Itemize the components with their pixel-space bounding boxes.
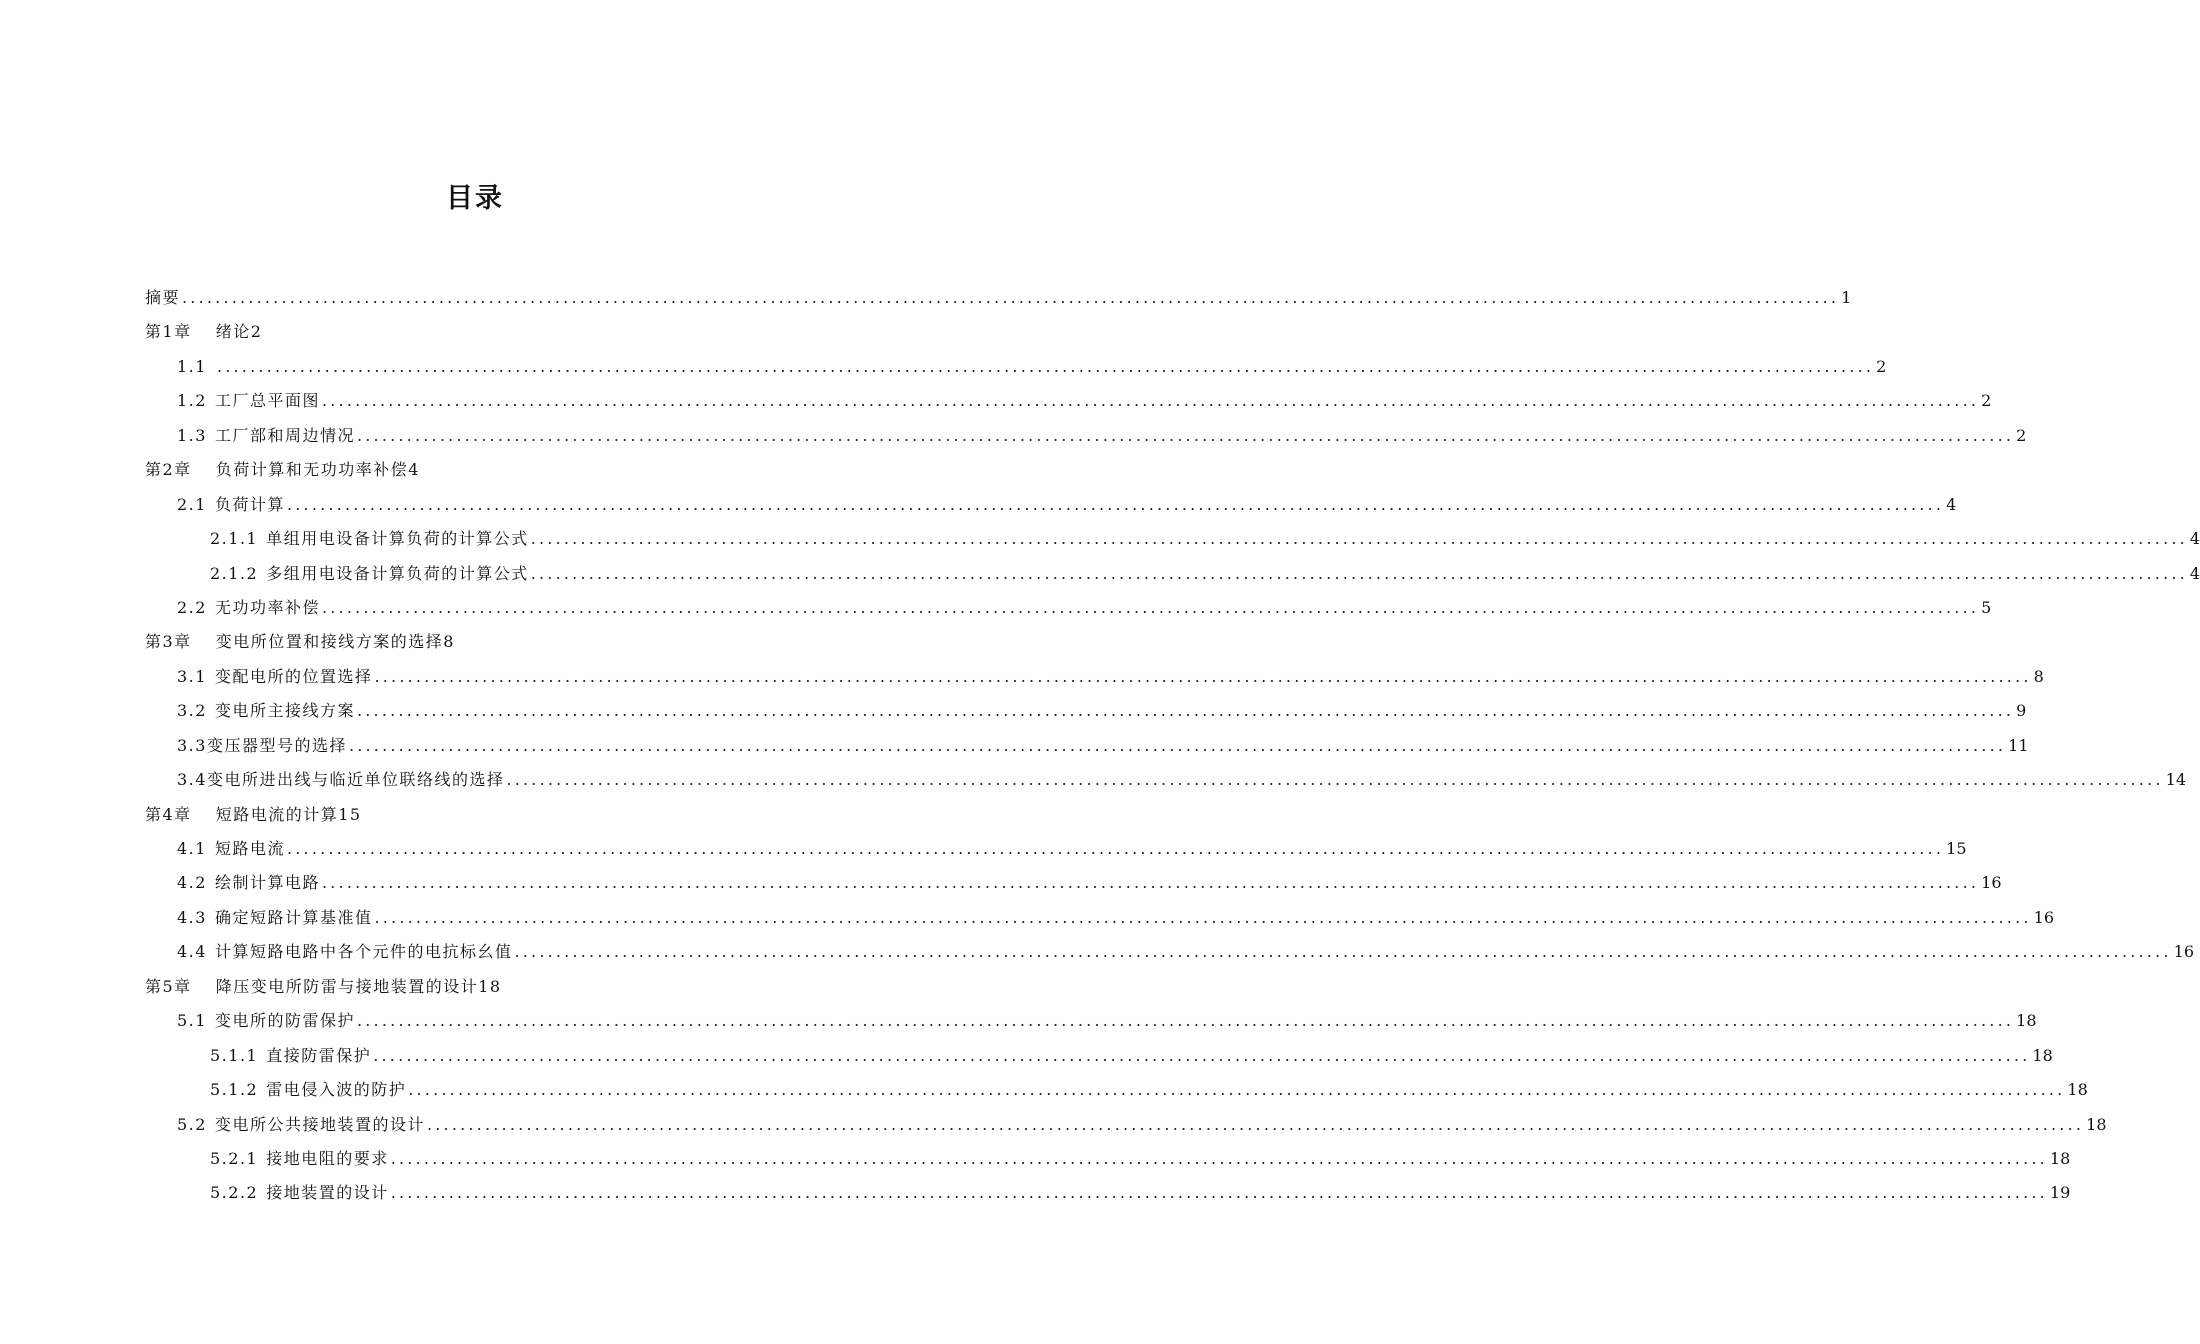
toc-entry-number: 1.3 bbox=[177, 425, 207, 445]
toc-dot-leader: ........................................................................................................................................................................................................ bbox=[356, 425, 2015, 445]
toc-entry[interactable] bbox=[145, 937, 2195, 971]
toc-page-number: 18 bbox=[2067, 1080, 2088, 1100]
toc-entry[interactable] bbox=[145, 834, 1967, 868]
toc-entry-title: 雷电侵入波的防护 bbox=[266, 1080, 407, 1100]
toc-entry-title: 3.4变电所进出线与临近单位联络线的选择 bbox=[177, 770, 505, 790]
toc-page-number: 9 bbox=[2016, 701, 2027, 721]
toc-entry[interactable] bbox=[145, 662, 2044, 696]
toc-page-number: 14 bbox=[2165, 770, 2186, 790]
toc-dot-leader: ........................................................................................................................................................................................................ bbox=[426, 1114, 2085, 1134]
toc-dot-leader: ........................................................................................................................................................................................................ bbox=[216, 356, 1875, 376]
toc-entry-title: 无功功率补偿 bbox=[214, 597, 320, 617]
toc-page-number: 18 bbox=[2086, 1114, 2107, 1134]
toc-entry-number: 5.2.2 bbox=[210, 1183, 259, 1203]
toc-entry-number: 3.1 bbox=[177, 666, 207, 686]
toc-page-number: 5 bbox=[1981, 597, 1992, 617]
toc-entry[interactable] bbox=[145, 421, 2027, 455]
toc-page-number: 4 bbox=[2189, 563, 2200, 583]
toc-entry[interactable] bbox=[145, 559, 2200, 593]
toc-dot-leader: ........................................................................................................................................................................................................ bbox=[506, 770, 2164, 790]
toc-dot-leader: ........................................................................................................................................................................................................ bbox=[390, 1183, 2048, 1203]
toc-entry[interactable] bbox=[145, 731, 2029, 765]
toc-entry-number: 5.1.2 bbox=[210, 1080, 259, 1100]
toc-page-number: 2 bbox=[1981, 391, 1992, 411]
toc-page-number: 4 bbox=[1946, 494, 1957, 514]
toc-chapter-entry[interactable] bbox=[145, 627, 862, 661]
toc-entry[interactable] bbox=[145, 283, 1852, 317]
toc-entry[interactable] bbox=[145, 1075, 2088, 1109]
toc-entry-title: 降压变电所防雷与接地装置的设计18 bbox=[215, 976, 502, 996]
toc-entry-title: 变电所公共接地装置的设计 bbox=[214, 1114, 425, 1134]
toc-entry[interactable] bbox=[145, 903, 2055, 937]
toc-dot-leader: ........................................................................................................................................................................................................ bbox=[356, 701, 2015, 721]
toc-dot-leader: ........................................................................................................................................................................................................ bbox=[530, 529, 2188, 549]
toc-entry[interactable] bbox=[145, 1144, 2071, 1178]
toc-entry-title: 负荷计算和无功功率补偿4 bbox=[215, 460, 420, 480]
toc-entry-number: 5.1 bbox=[177, 1011, 207, 1031]
toc-entry-number: 2.1.2 bbox=[210, 563, 259, 583]
toc-entry-title: 确定短路计算基准值 bbox=[214, 907, 373, 927]
toc-entry[interactable] bbox=[145, 1178, 2071, 1212]
toc-dot-leader: ........................................................................................................................................................................................................ bbox=[321, 391, 1980, 411]
toc-page-number: 11 bbox=[2008, 735, 2029, 755]
toc-dot-leader: ........................................................................................................................................................................................................ bbox=[321, 873, 1980, 893]
toc-page-number: 18 bbox=[2032, 1045, 2053, 1065]
toc-chapter-entry[interactable] bbox=[145, 972, 862, 1006]
toc-entry[interactable] bbox=[145, 765, 2186, 799]
toc-entry-number: 2.1.1 bbox=[210, 529, 259, 549]
toc-entry-number: 4.1 bbox=[177, 839, 207, 858]
toc-page-number: 18 bbox=[2049, 1148, 2071, 1168]
toc-entry[interactable] bbox=[145, 868, 2002, 902]
toc-entry-title: 直接防雷保护 bbox=[266, 1045, 372, 1065]
toc-dot-leader: ........................................................................................................................................................................................................ bbox=[373, 1045, 2031, 1065]
toc-entry-title: 短路电流的计算15 bbox=[215, 804, 362, 824]
toc-entry-number: 第5章 bbox=[145, 976, 192, 996]
toc-dot-leader: ........................................................................................................................................................................................................ bbox=[514, 942, 2172, 962]
toc-page-number: 18 bbox=[2016, 1011, 2037, 1031]
toc-chapter-entry[interactable] bbox=[145, 800, 862, 834]
toc-page-number: 16 bbox=[2033, 907, 2055, 927]
toc-page-number: 2 bbox=[2016, 425, 2027, 445]
toc-entry[interactable] bbox=[145, 1041, 2053, 1075]
toc-dot-leader: ........................................................................................................................................................................................................ bbox=[374, 907, 2032, 927]
toc-dot-leader: ........................................................................................................................................................................................................ bbox=[286, 494, 1945, 514]
toc-dot-leader: ........................................................................................................................................................................................................ bbox=[321, 597, 1980, 617]
toc-entry-title: 变电所的防雷保护 bbox=[214, 1011, 355, 1031]
toc-dot-leader: ........................................................................................................................................................................................................ bbox=[390, 1148, 2048, 1168]
toc-entry-number: 5.2 bbox=[177, 1114, 207, 1134]
toc-entry-number: 第4章 bbox=[145, 804, 192, 824]
toc-entry-number: 2.2 bbox=[177, 597, 207, 617]
toc-entry-title: 工厂部和周边情况 bbox=[214, 425, 355, 445]
toc-page-number: 15 bbox=[1946, 839, 1967, 858]
toc-dot-leader: ........................................................................................................................................................................................................ bbox=[374, 666, 2032, 686]
toc-entry-number: 第1章 bbox=[145, 322, 192, 342]
toc-entry-title: 绪论2 bbox=[215, 322, 263, 342]
toc-entry-title: 变配电所的位置选择 bbox=[214, 666, 373, 686]
toc-entry-number: 3.2 bbox=[177, 701, 207, 721]
toc-entry-title: 多组用电设备计算负荷的计算公式 bbox=[266, 563, 529, 583]
toc-entry-number: 4.4 bbox=[177, 942, 207, 962]
toc-entry-title: 负荷计算 bbox=[214, 494, 285, 514]
toc-dot-leader: ........................................................................................................................................................................................................ bbox=[286, 839, 1945, 858]
toc-page-number: 2 bbox=[1876, 356, 1887, 376]
toc-chapter-entry[interactable] bbox=[145, 455, 862, 489]
toc-entry-number: 4.3 bbox=[177, 907, 207, 927]
toc-entry-title: 变电所位置和接线方案的选择8 bbox=[215, 632, 455, 652]
toc-dot-leader: ........................................................................................................................................................................................................ bbox=[356, 1011, 2015, 1031]
toc-entry-title: 接地装置的设计 bbox=[266, 1183, 389, 1203]
toc-entry-number: 第3章 bbox=[145, 632, 192, 652]
toc-entry[interactable] bbox=[145, 1110, 2107, 1144]
toc-entry-title: 绘制计算电路 bbox=[214, 873, 320, 893]
toc-entry-title: 接地电阻的要求 bbox=[266, 1148, 389, 1168]
toc-entry-number: 5.2.1 bbox=[210, 1148, 259, 1168]
toc-entry-number: 4.2 bbox=[177, 873, 207, 893]
toc-entry-title: 计算短路电路中各个元件的电抗标幺值 bbox=[214, 942, 513, 962]
toc-entry-title: 3.3变压器型号的选择 bbox=[177, 735, 347, 755]
toc-dot-leader: ........................................................................................................................................................................................................ bbox=[530, 563, 2188, 583]
toc-page-number: 1 bbox=[1841, 288, 1852, 307]
toc-entry-title: 工厂总平面图 bbox=[214, 391, 320, 411]
toc-page-number: 19 bbox=[2049, 1183, 2071, 1203]
toc-entry-title: 摘要 bbox=[145, 288, 181, 307]
toc-entry-title: 短路电流 bbox=[214, 839, 285, 858]
table-of-contents bbox=[145, 283, 2200, 1213]
toc-entry-number: 5.1.1 bbox=[210, 1045, 259, 1065]
toc-page-number: 16 bbox=[2173, 942, 2195, 962]
toc-entry[interactable] bbox=[145, 593, 1992, 627]
toc-entry-number: 1.2 bbox=[177, 391, 207, 411]
toc-entry[interactable] bbox=[145, 1006, 2037, 1040]
toc-entry[interactable] bbox=[145, 490, 1957, 524]
toc-entry[interactable] bbox=[145, 696, 2027, 730]
toc-dot-leader: ........................................................................................................................................................................................................ bbox=[348, 735, 2007, 755]
toc-dot-leader: ........................................................................................................................................................................................................ bbox=[408, 1080, 2066, 1100]
toc-entry-title: 变电所主接线方案 bbox=[214, 701, 355, 721]
toc-entry[interactable] bbox=[145, 352, 1887, 386]
toc-page-number: 8 bbox=[2033, 666, 2044, 686]
toc-dot-leader: ........................................................................................................................................................................................................ bbox=[182, 288, 1840, 307]
toc-entry-title: 单组用电设备计算负荷的计算公式 bbox=[266, 529, 529, 549]
toc-entry-number: 2.1 bbox=[177, 494, 207, 514]
toc-entry[interactable] bbox=[145, 524, 2200, 558]
toc-entry-number: 第2章 bbox=[145, 460, 192, 480]
toc-chapter-entry[interactable] bbox=[145, 317, 862, 351]
toc-entry-number: 1.1 bbox=[177, 356, 207, 376]
toc-page-number: 4 bbox=[2189, 529, 2200, 549]
toc-entry[interactable] bbox=[145, 386, 1992, 420]
page-title: 目录 bbox=[446, 183, 504, 214]
toc-page-number: 16 bbox=[1981, 873, 2002, 893]
